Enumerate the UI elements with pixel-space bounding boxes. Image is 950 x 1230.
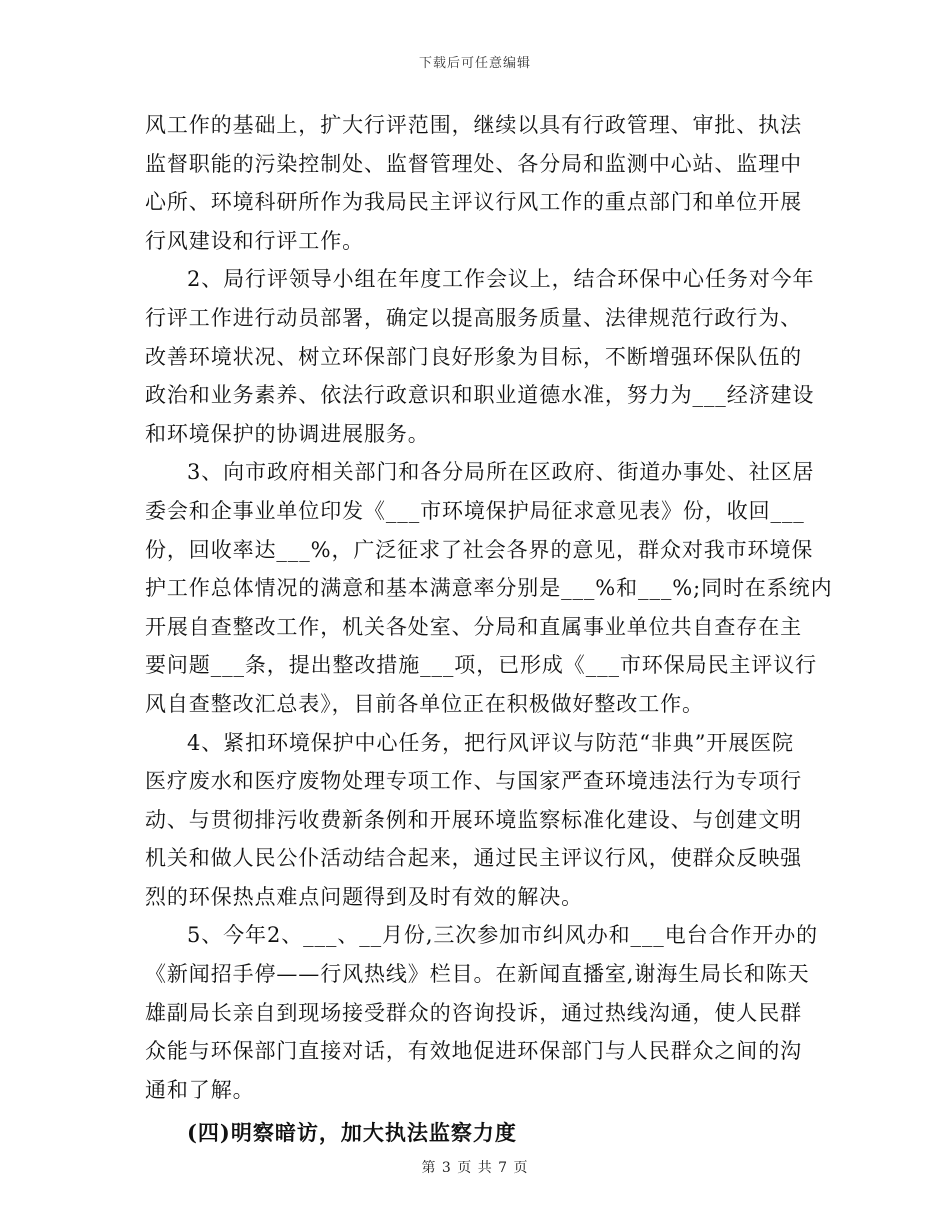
text-line: 众能与环保部门直接对话，有效地促进环保部门与人民群众之间的沟	[145, 1039, 802, 1064]
text-line: 通和了解。	[145, 1077, 255, 1102]
text-line: 《新闻招手停——行风热线》栏目。在新闻直播室,谢海生局长和陈天	[145, 962, 810, 987]
text-line: 份，回收率达___%，广泛征求了社会各界的意见，群众对我市环境保	[145, 537, 814, 562]
text-line: 风自查整改汇总表》，目前各单位正在积极做好整改工作。	[145, 691, 704, 716]
text-line: 烈的环保热点难点问题得到及时有效的解决。	[145, 884, 583, 909]
text-line: 雄副局长亲自到现场接受群众的咨询投诉，通过热线沟通，使人民群	[145, 1000, 802, 1025]
text-line: 监督职能的污染控制处、监督管理处、各分局和监测中心站、监理中	[145, 151, 802, 176]
text-line: 护工作总体情况的满意和基本满意率分别是___%和___%;同时在系统内	[145, 576, 833, 601]
text-line: 行评工作进行动员部署，确定以提高服务质量、法律规范行政行为、	[145, 305, 802, 330]
text-line: 风工作的基础上，扩大行评范围，继续以具有行政管理、审批、执法	[145, 113, 802, 137]
text-line: 委会和企事业单位印发《___市环境保护局征求意见表》份，收回___	[145, 498, 805, 523]
header-note: 下载后可任意编辑	[418, 56, 531, 71]
text-line: 医疗废水和医疗废物处理专项工作、与国家严查环境违法行为专项行	[145, 769, 802, 794]
text-line: 和环境保护的协调进展服务。	[145, 421, 430, 446]
text-line: 改善环境状况、树立环保部门良好形象为目标，不断增强环保队伍的	[145, 344, 802, 369]
page-number-footer: 第 3 页 共 7 页	[421, 1160, 529, 1176]
text-line: 动、与贯彻排污收费新条例和开展环境监察标准化建设、与创建文明	[145, 807, 802, 832]
section-heading: (四)明察暗访，加大执法监察力度	[187, 1120, 517, 1146]
body-text	[145, 106, 833, 1157]
paragraph-3-start: 3、向市政府相关部门和各分局所在区政府、街道办事处、社区居	[187, 460, 815, 485]
text-line: 行风建设和行评工作。	[145, 228, 364, 253]
text-line: 要问题___条，提出整改措施___项，已形成《___市环保局民主评议行	[145, 653, 817, 678]
text-line: 开展自查整改工作，机关各处室、分局和直属事业单位共自查存在主	[145, 614, 802, 639]
text-line: 政治和业务素养、依法行政意识和职业道德水准，努力为___经济建设	[145, 383, 815, 408]
paragraph-5-start: 5、今年2、___、__月份,三次参加市纠风办和___电台合作开办的	[187, 923, 818, 948]
text-line: 机关和做人民公仆活动结合起来，通过民主评议行风，使群众反映强	[145, 846, 802, 871]
paragraph-2-start: 2、局行评领导小组在年度工作会议上，结合环保中心任务对今年	[187, 267, 815, 292]
paragraph-4-start: 4、紧扣环境保护中心任务，把行风评议与防范“非典”开展医院	[187, 730, 794, 755]
text-line: 心所、环境科研所作为我局民主评议行风工作的重点部门和单位开展	[145, 190, 802, 215]
